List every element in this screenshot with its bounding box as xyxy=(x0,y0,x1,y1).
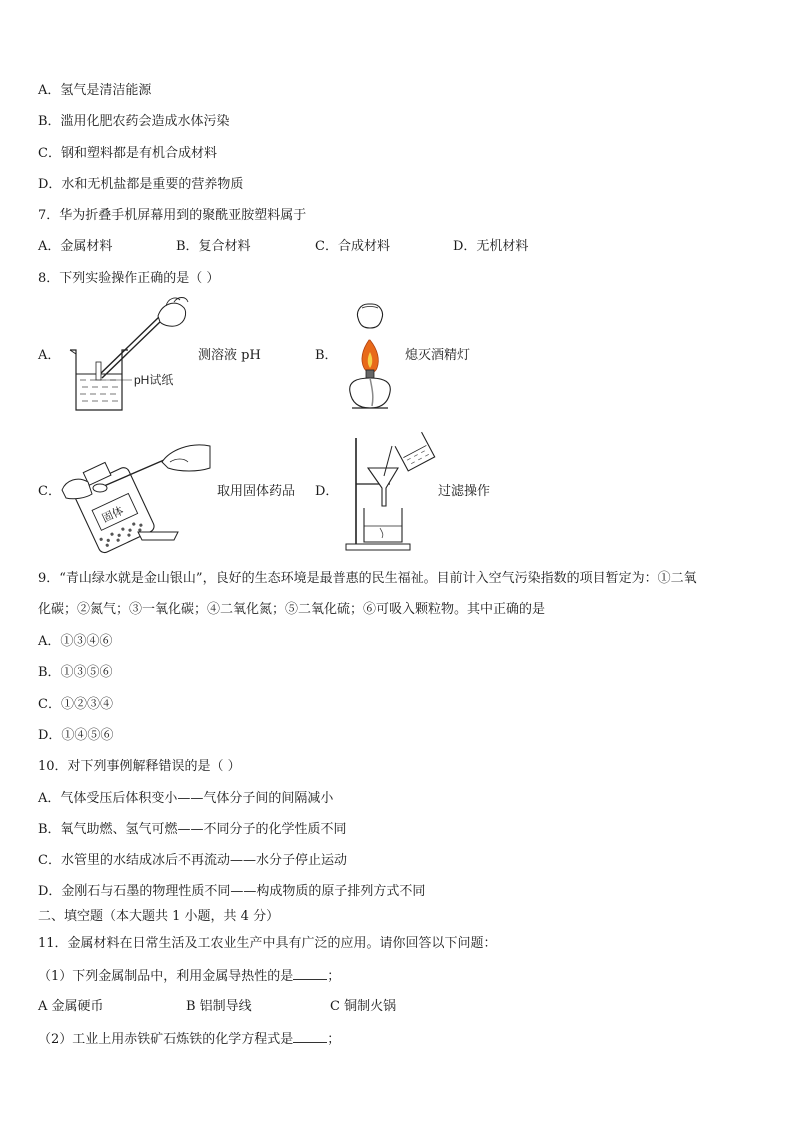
q7-option-b: B．复合材料 xyxy=(176,239,251,254)
q10-option-b: B．氧气助燃、氢气可燃——不同分子的化学性质不同 xyxy=(38,822,347,837)
q10-option-d: D．金刚石与石墨的物理性质不同——构成物质的原子排列方式不同 xyxy=(38,884,426,899)
q8-b-caption: 熄灭酒精灯 xyxy=(405,348,471,363)
q11-sub2-end: ； xyxy=(327,1032,341,1047)
q11-sub1 xyxy=(38,967,340,985)
q8-a-figure xyxy=(62,292,197,417)
section-heading: 二、填空题（本大题共 1 小题，共 4 分） xyxy=(38,909,280,924)
q9-stem-line2: 化碳；②氮气；③一氧化碳；④二氧化氮；⑤二氧化硫；⑥可吸入颗粒物。其中正确的是 xyxy=(38,602,546,617)
q11-sub1-option-b: B 铝制导线 xyxy=(186,999,252,1014)
q9-option-a: A．①③④⑥ xyxy=(38,634,113,649)
q8-c-letter: C． xyxy=(38,484,61,499)
q9-option-d: D．①④⑤⑥ xyxy=(38,728,114,743)
q11-sub1-text: （1）下列金属制品中，利用金属导热性的是 xyxy=(38,969,294,984)
q8-d-figure xyxy=(340,428,440,552)
q7-options xyxy=(38,239,738,255)
q7-stem: 7．华为折叠手机屏幕用到的聚酰亚胺塑料属于 xyxy=(38,208,307,223)
q10-option-a: A．气体受压后体积变小——气体分子间的间隔减小 xyxy=(38,791,334,806)
q11-sub2-blank[interactable] xyxy=(293,1030,327,1043)
q8-stem: 8．下列实验操作正确的是（ ） xyxy=(38,271,220,286)
q11-sub1-blank[interactable] xyxy=(293,967,327,980)
q10-option-c: C．水管里的水结成冰后不再流动——水分子停止运动 xyxy=(38,853,347,868)
q8-c-figure xyxy=(60,432,212,548)
q9-stem-line1: 9．“青山绿水就是金山银山”，良好的生态环境是最普惠的民生福祉。目前计入空气污染指数的项目暂定为：①二氧 xyxy=(38,571,697,586)
q6-option-d: D．水和无机盐都是重要的营养物质 xyxy=(38,177,244,192)
q11-sub1-end: ； xyxy=(327,969,341,984)
q7-option-d: D．无机材料 xyxy=(453,239,529,254)
q6-option-b: B．滥用化肥农药会造成水体污染 xyxy=(38,114,230,129)
q8-c-figure-text: 固体 xyxy=(100,504,126,526)
q9-option-b: B．①③⑤⑥ xyxy=(38,665,113,680)
q11-stem: 11．金属材料在日常生活及工农业生产中具有广泛的应用。请你回答以下问题： xyxy=(38,936,497,951)
q8-d-caption: 过滤操作 xyxy=(438,484,491,499)
q9-option-c: C．①②③④ xyxy=(38,697,113,712)
q8-b-figure xyxy=(340,296,400,416)
q7-option-a: A．金属材料 xyxy=(38,239,113,254)
q8-a-letter: A． xyxy=(38,348,61,363)
q6-option-c: C．钢和塑料都是有机合成材料 xyxy=(38,146,217,161)
q6-option-a: A．氢气是清洁能源 xyxy=(38,83,152,98)
q8-a-figure-text: pH试纸 xyxy=(134,373,174,387)
q11-sub1-options xyxy=(38,999,538,1015)
q8-d-letter: D． xyxy=(315,484,339,499)
q10-stem: 10．对下列事例解释错误的是（ ） xyxy=(38,759,241,774)
q8-a-caption: 测溶液 pH xyxy=(198,348,261,363)
q11-sub1-option-c: C 铜制火锅 xyxy=(330,999,397,1014)
q7-option-c: C．合成材料 xyxy=(315,239,390,254)
q11-sub2 xyxy=(38,1030,340,1048)
q8-b-letter: B． xyxy=(315,348,338,363)
q8-c-caption: 取用固体药品 xyxy=(217,484,296,499)
q11-sub2-text: （2）工业上用赤铁矿石炼铁的化学方程式是 xyxy=(38,1032,294,1047)
q11-sub1-option-a: A 金属硬币 xyxy=(38,999,104,1014)
